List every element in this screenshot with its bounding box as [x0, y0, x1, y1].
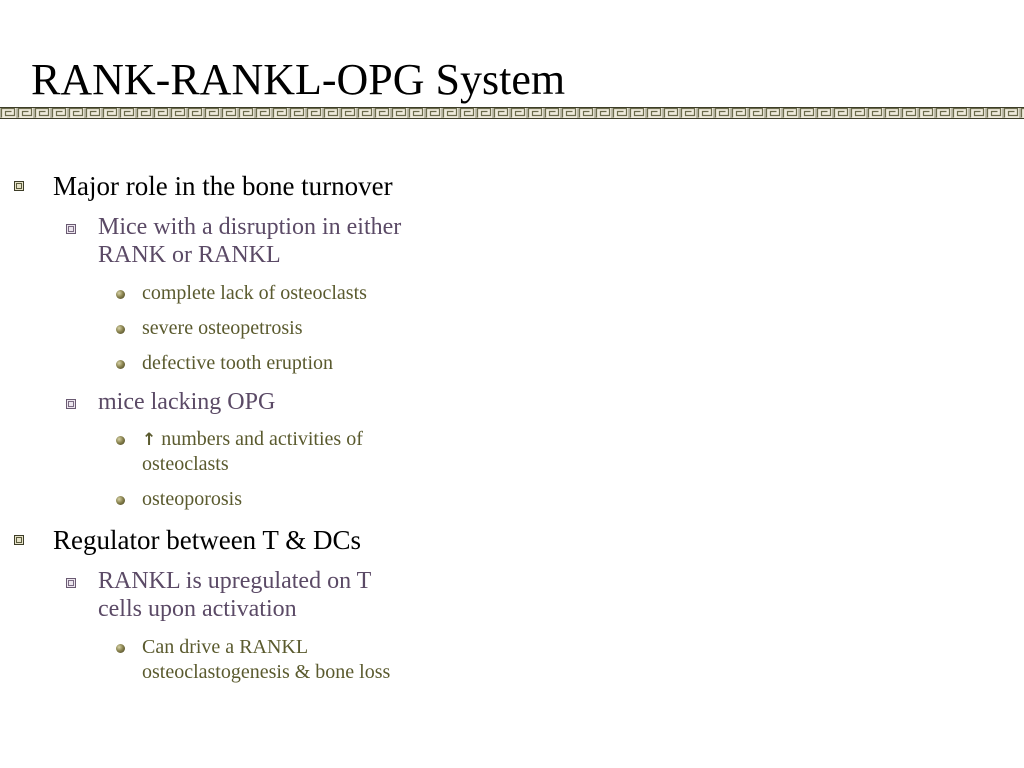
round-bullet-icon [116, 290, 125, 299]
round-bullet-icon [116, 436, 125, 445]
bullet-osteoporosis: osteoporosis [142, 488, 242, 510]
round-bullet-icon [116, 644, 125, 653]
round-bullet-icon [116, 360, 125, 369]
slide-title: RANK-RANKL-OPG System [31, 55, 566, 104]
bullet-drive-line1: Can drive a RANKL [142, 636, 309, 658]
bullet-lacking-opg: mice lacking OPG [98, 389, 276, 415]
numbers-activities-text: numbers and activities of [161, 428, 363, 450]
square-bullet-icon [66, 578, 76, 588]
round-bullet-icon [116, 325, 125, 334]
bullet-lack-osteoclasts: complete lack of osteoclasts [142, 282, 367, 304]
bullet-osteopetrosis: severe osteopetrosis [142, 317, 303, 339]
square-bullet-icon [66, 399, 76, 409]
bullet-drive-line2: osteoclastogenesis & bone loss [142, 661, 391, 683]
square-bullet-icon [66, 224, 76, 234]
bullet-rankl-line1: RANKL is upregulated on T [98, 568, 372, 594]
square-bullet-icon [14, 535, 24, 545]
bullet-numbers-line2: osteoclasts [142, 453, 229, 475]
round-bullet-icon [116, 496, 125, 505]
bullet-numbers-line1 [142, 427, 462, 452]
bullet-major-role: Major role in the bone turnover [53, 171, 393, 201]
square-bullet-icon [14, 181, 24, 191]
bullet-tooth-eruption: defective tooth eruption [142, 352, 334, 374]
bullet-regulator: Regulator between T & DCs [53, 525, 361, 555]
up-arrow-icon: ↑ [142, 430, 157, 450]
bullet-disruption-line1: Mice with a disruption in either [98, 214, 402, 240]
bullet-rankl-line2: cells upon activation [98, 596, 297, 622]
bullet-disruption-line2: RANK or RANKL [98, 242, 281, 268]
